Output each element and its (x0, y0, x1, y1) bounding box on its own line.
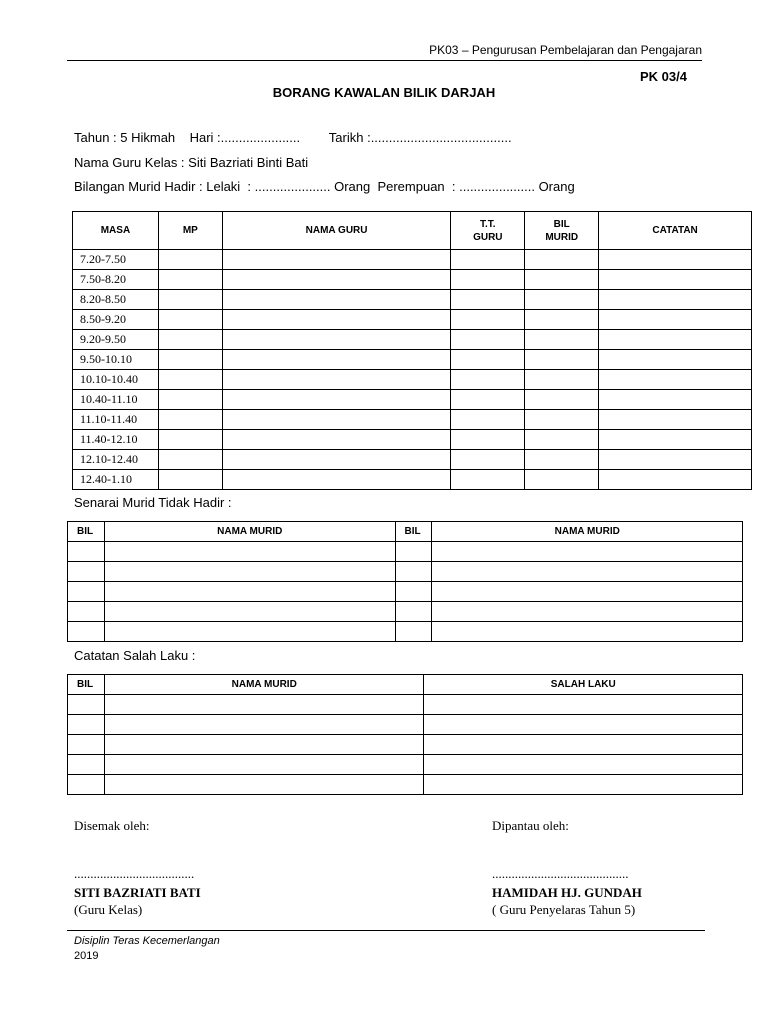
schedule-row (73, 250, 752, 270)
misconduct-row (68, 715, 743, 735)
cell-nama-murid-2[interactable] (432, 562, 743, 582)
cell-bil[interactable] (68, 755, 105, 775)
cell-mp[interactable] (158, 390, 222, 410)
cell-masa: 8.50-9.20 (73, 310, 159, 330)
monitored-by-label: Dipantau oleh: (492, 818, 569, 833)
cell-mp[interactable] (158, 470, 222, 490)
misconduct-label: Catatan Salah Laku : (74, 648, 196, 663)
cell-tt-guru[interactable] (451, 350, 525, 370)
checked-by-signature-line: ..................................... (74, 866, 195, 881)
cell-bil-murid[interactable] (525, 290, 599, 310)
cell-nama-guru[interactable] (222, 450, 451, 470)
cell-tt-guru[interactable] (451, 450, 525, 470)
cell-nama-guru[interactable] (222, 290, 451, 310)
info-line-attendance: Bilangan Murid Hadir : Lelaki : ..................... Orang Perempuan : ..................... Orang (74, 179, 575, 194)
header-divider (67, 60, 702, 61)
monitored-by-role: ( Guru Penyelaras Tahun 5) (492, 902, 636, 917)
info-line-year-day-date: Tahun : 5 Hikmah Hari :...................... Tarikh :....................................... (74, 130, 512, 145)
cell-masa: 10.40-11.10 (73, 390, 159, 410)
schedule-row (73, 350, 752, 370)
absent-row (68, 562, 743, 582)
col-tt-guru (451, 212, 525, 250)
cell-catatan[interactable] (599, 410, 752, 430)
cell-bil[interactable] (68, 715, 105, 735)
cell-masa: 11.10-11.40 (73, 410, 159, 430)
cell-tt-guru[interactable] (451, 470, 525, 490)
cell-tt-guru[interactable] (451, 330, 525, 350)
cell-bil-murid[interactable] (525, 250, 599, 270)
cell-nama-guru[interactable] (222, 250, 451, 270)
document-reference: PK03 – Pengurusan Pembelajaran dan Pengajaran (429, 43, 702, 57)
cell-bil-murid[interactable] (525, 450, 599, 470)
footer-year: 2019 (74, 950, 99, 962)
cell-nama-murid[interactable] (104, 542, 395, 562)
cell-tt-guru[interactable] (451, 310, 525, 330)
cell-nama-guru[interactable] (222, 350, 451, 370)
cell-nama-murid[interactable] (104, 775, 424, 795)
schedule-row (73, 450, 752, 470)
cell-nama-murid[interactable] (104, 695, 424, 715)
col-bil: BIL (68, 675, 105, 695)
cell-bil-murid[interactable] (525, 470, 599, 490)
cell-mp[interactable] (158, 290, 222, 310)
col-nama-guru: NAMA GURU (222, 212, 451, 250)
cell-catatan[interactable] (599, 470, 752, 490)
footer-divider (67, 930, 705, 931)
cell-tt-guru[interactable] (451, 410, 525, 430)
schedule-row (73, 430, 752, 450)
cell-catatan[interactable] (599, 330, 752, 350)
absent-list-label: Senarai Murid Tidak Hadir : (74, 495, 232, 510)
cell-nama-guru[interactable] (222, 470, 451, 490)
cell-masa: 9.50-10.10 (73, 350, 159, 370)
schedule-row (73, 270, 752, 290)
cell-nama-murid[interactable] (104, 735, 424, 755)
cell-bil[interactable] (68, 622, 105, 642)
cell-nama-guru[interactable] (222, 370, 451, 390)
cell-nama-guru[interactable] (222, 390, 451, 410)
cell-mp[interactable] (158, 250, 222, 270)
cell-bil-murid[interactable] (525, 330, 599, 350)
cell-mp[interactable] (158, 410, 222, 430)
col-bil-line1: BIL (553, 218, 570, 230)
schedule-row (73, 410, 752, 430)
schedule-row (73, 330, 752, 350)
cell-tt-guru[interactable] (451, 390, 525, 410)
col-tt-line1: T.T. (480, 218, 496, 230)
cell-bil-murid[interactable] (525, 410, 599, 430)
schedule-row (73, 470, 752, 490)
cell-nama-guru[interactable] (222, 330, 451, 350)
cell-catatan[interactable] (599, 270, 752, 290)
monitored-by-signature-line: .......................................... (492, 866, 629, 881)
cell-bil-2[interactable] (395, 542, 432, 562)
cell-tt-guru[interactable] (451, 370, 525, 390)
cell-nama-murid-2[interactable] (432, 582, 743, 602)
cell-catatan[interactable] (599, 250, 752, 270)
cell-salah-laku[interactable] (424, 715, 743, 735)
cell-bil-murid[interactable] (525, 430, 599, 450)
cell-bil[interactable] (68, 542, 105, 562)
cell-salah-laku[interactable] (424, 735, 743, 755)
cell-mp[interactable] (158, 370, 222, 390)
footer-motto: Disiplin Teras Kecemerlangan (74, 935, 220, 947)
cell-salah-laku[interactable] (424, 695, 743, 715)
cell-masa: 7.50-8.20 (73, 270, 159, 290)
cell-bil-murid[interactable] (525, 370, 599, 390)
col-nama-murid: NAMA MURID (104, 675, 424, 695)
cell-tt-guru[interactable] (451, 430, 525, 450)
cell-masa: 9.20-9.50 (73, 330, 159, 350)
cell-mp[interactable] (158, 430, 222, 450)
cell-nama-murid-2[interactable] (432, 542, 743, 562)
misconduct-row (68, 735, 743, 755)
col-bil-murid (525, 212, 599, 250)
cell-catatan[interactable] (599, 430, 752, 450)
cell-bil-murid[interactable] (525, 310, 599, 330)
cell-catatan[interactable] (599, 350, 752, 370)
schedule-row (73, 390, 752, 410)
cell-bil-murid[interactable] (525, 390, 599, 410)
col-catatan: CATATAN (599, 212, 752, 250)
schedule-row (73, 290, 752, 310)
schedule-row (73, 310, 752, 330)
cell-mp[interactable] (158, 450, 222, 470)
cell-masa: 12.40-1.10 (73, 470, 159, 490)
cell-salah-laku[interactable] (424, 755, 743, 775)
cell-masa: 11.40-12.10 (73, 430, 159, 450)
cell-bil[interactable] (68, 602, 105, 622)
col-bil-line2: MURID (545, 231, 579, 243)
cell-nama-murid-2[interactable] (432, 602, 743, 622)
cell-salah-laku[interactable] (424, 775, 743, 795)
misconduct-header-row (68, 675, 743, 695)
misconduct-table (67, 674, 743, 795)
absent-table (67, 521, 743, 642)
cell-nama-guru[interactable] (222, 430, 451, 450)
cell-bil-murid[interactable] (525, 350, 599, 370)
cell-mp[interactable] (158, 350, 222, 370)
cell-catatan[interactable] (599, 390, 752, 410)
absent-row (68, 582, 743, 602)
col-bil-2: BIL (395, 522, 432, 542)
cell-nama-murid[interactable] (104, 602, 395, 622)
cell-tt-guru[interactable] (451, 270, 525, 290)
absent-row (68, 542, 743, 562)
cell-nama-murid[interactable] (104, 562, 395, 582)
cell-mp[interactable] (158, 270, 222, 290)
cell-bil-2[interactable] (395, 602, 432, 622)
checked-by-label: Disemak oleh: (74, 818, 150, 833)
cell-nama-murid[interactable] (104, 715, 424, 735)
cell-catatan[interactable] (599, 290, 752, 310)
cell-bil-2[interactable] (395, 562, 432, 582)
cell-masa: 8.20-8.50 (73, 290, 159, 310)
schedule-row (73, 370, 752, 390)
cell-nama-guru[interactable] (222, 310, 451, 330)
form-code: PK 03/4 (640, 69, 687, 84)
col-bil: BIL (68, 522, 105, 542)
cell-mp[interactable] (158, 310, 222, 330)
cell-bil[interactable] (68, 582, 105, 602)
col-nama-murid-2: NAMA MURID (432, 522, 743, 542)
cell-tt-guru[interactable] (451, 290, 525, 310)
checked-by-name: SITI BAZRIATI BATI (74, 885, 201, 900)
misconduct-row (68, 755, 743, 775)
absent-row (68, 602, 743, 622)
cell-bil[interactable] (68, 775, 105, 795)
absent-header-row (68, 522, 743, 542)
cell-nama-murid-2[interactable] (432, 622, 743, 642)
cell-bil[interactable] (68, 695, 105, 715)
cell-bil-murid[interactable] (525, 270, 599, 290)
cell-catatan[interactable] (599, 310, 752, 330)
cell-nama-guru[interactable] (222, 410, 451, 430)
monitored-by-name: HAMIDAH HJ. GUNDAH (492, 885, 642, 900)
cell-mp[interactable] (158, 330, 222, 350)
info-line-class-teacher: Nama Guru Kelas : Siti Bazriati Binti Bati (74, 155, 309, 170)
cell-masa: 10.10-10.40 (73, 370, 159, 390)
absent-row (68, 622, 743, 642)
col-tt-line2: GURU (473, 231, 503, 243)
cell-catatan[interactable] (599, 370, 752, 390)
cell-bil[interactable] (68, 735, 105, 755)
cell-nama-guru[interactable] (222, 270, 451, 290)
schedule-header-row (73, 212, 752, 250)
col-salah-laku: SALAH LAKU (424, 675, 743, 695)
cell-masa: 12.10-12.40 (73, 450, 159, 470)
cell-masa: 7.20-7.50 (73, 250, 159, 270)
cell-nama-murid[interactable] (104, 582, 395, 602)
schedule-table (72, 211, 752, 490)
cell-bil-2[interactable] (395, 622, 432, 642)
cell-nama-murid[interactable] (104, 622, 395, 642)
misconduct-row (68, 695, 743, 715)
cell-nama-murid[interactable] (104, 755, 424, 775)
col-nama-murid: NAMA MURID (104, 522, 395, 542)
misconduct-row (68, 775, 743, 795)
cell-tt-guru[interactable] (451, 250, 525, 270)
cell-catatan[interactable] (599, 450, 752, 470)
cell-bil-2[interactable] (395, 582, 432, 602)
cell-bil[interactable] (68, 562, 105, 582)
col-masa: MASA (73, 212, 159, 250)
page-title: BORANG KAWALAN BILIK DARJAH (272, 85, 496, 100)
col-mp: MP (158, 212, 222, 250)
checked-by-role: (Guru Kelas) (74, 902, 143, 917)
